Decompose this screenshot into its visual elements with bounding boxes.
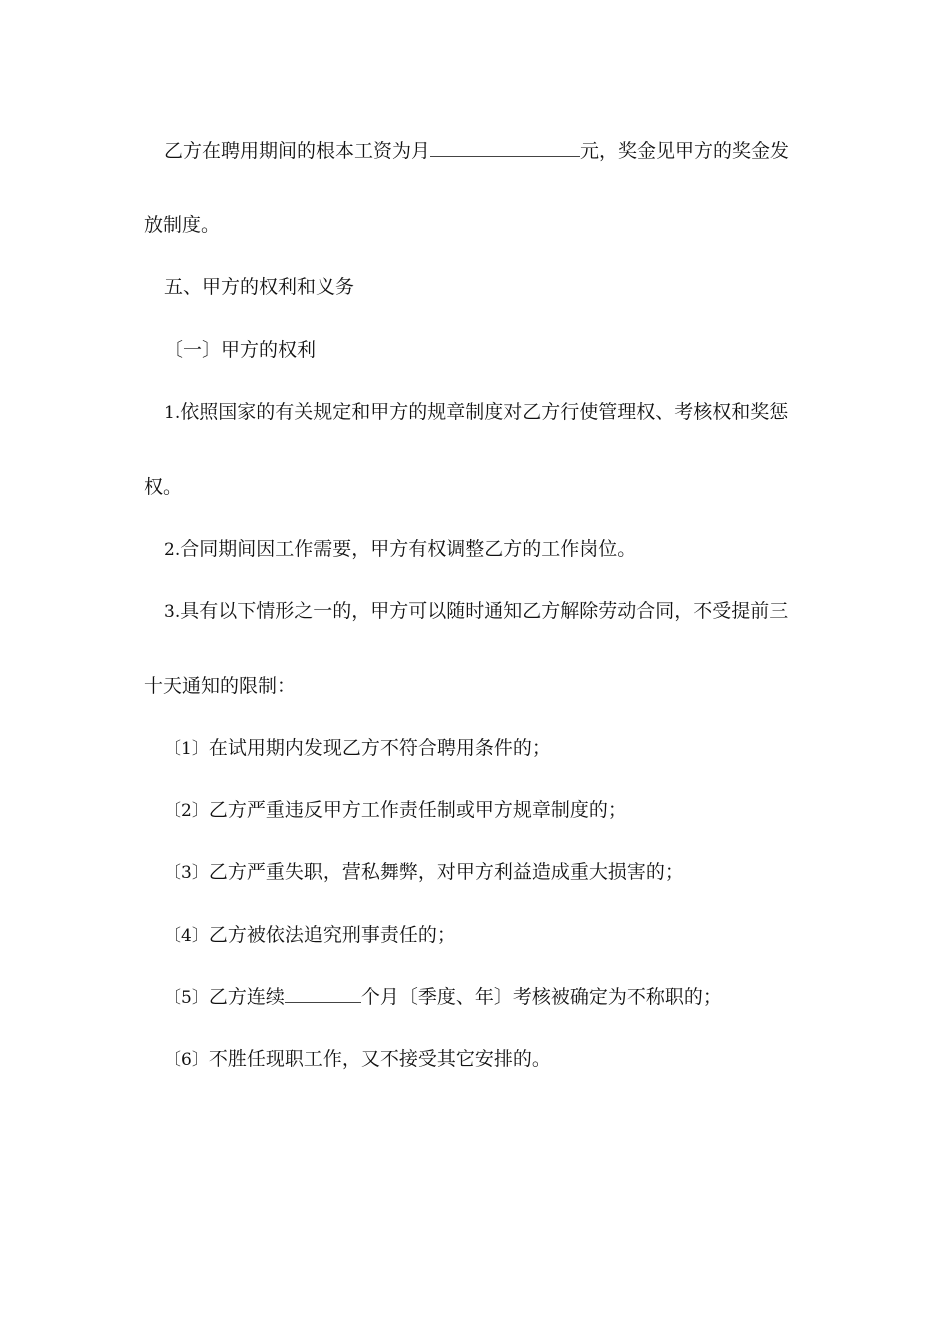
salary-text-before: 乙方在聘用期间的根本工资为月 bbox=[164, 140, 431, 162]
list-item-1-continuation: 权。 bbox=[144, 476, 183, 498]
sub-item-number: 〔2〕 bbox=[164, 801, 209, 821]
sub-item-3 bbox=[144, 859, 824, 886]
list-item-number: 3. bbox=[164, 602, 181, 622]
salary-paragraph-continuation: 放制度。 bbox=[144, 214, 221, 236]
sub-item-2 bbox=[144, 797, 824, 824]
sub-item-text: 乙方被依法追究刑事责任的； bbox=[208, 924, 456, 946]
sub-item-number: 〔1〕 bbox=[164, 739, 209, 759]
list-item-text: 具有以下情形之一的，甲方可以随时通知乙方解除劳动合同，不受提前三 bbox=[180, 600, 789, 622]
sub-item-1 bbox=[144, 735, 824, 762]
list-item-2 bbox=[144, 536, 824, 563]
list-item-number: 2. bbox=[164, 540, 181, 560]
subsection-heading: 〔一〕甲方的权利 bbox=[164, 339, 317, 361]
salary-paragraph bbox=[144, 138, 824, 164]
sub-item-number: 〔3〕 bbox=[164, 863, 209, 883]
list-item-3 bbox=[144, 598, 824, 625]
sub-item-text: 乙方严重失职，营私舞弊，对甲方利益造成重大损害的； bbox=[208, 861, 684, 883]
sub-item-number: 〔5〕 bbox=[164, 988, 209, 1008]
section-heading: 五、甲方的权利和义务 bbox=[164, 276, 355, 298]
list-item-3-continuation: 十天通知的限制： bbox=[144, 675, 297, 697]
sub-item-4 bbox=[144, 922, 824, 949]
sub-item-text-before: 乙方连续 bbox=[208, 986, 285, 1008]
sub-item-text-after: 个月〔季度、年〕考核被确定为不称职的； bbox=[360, 986, 722, 1008]
list-item-text: 依照国家的有关规定和甲方的规章制度对乙方行使管理权、考核权和奖惩 bbox=[180, 401, 789, 423]
sub-item-6 bbox=[144, 1046, 824, 1073]
sub-item-5 bbox=[144, 984, 824, 1011]
sub-item-text: 不胜任现职工作，又不接受其它安排的。 bbox=[208, 1048, 551, 1070]
list-item-1 bbox=[144, 399, 824, 426]
months-blank[interactable] bbox=[285, 984, 361, 1003]
salary-amount-blank[interactable] bbox=[430, 138, 580, 157]
sub-item-text: 在试用期内发现乙方不符合聘用条件的； bbox=[208, 737, 551, 759]
list-item-text: 合同期间因工作需要，甲方有权调整乙方的工作岗位。 bbox=[180, 538, 637, 560]
sub-item-number: 〔6〕 bbox=[164, 1050, 209, 1070]
sub-item-number: 〔4〕 bbox=[164, 926, 209, 946]
salary-text-after: 元，奖金见甲方的奖金发 bbox=[580, 140, 790, 162]
sub-item-text: 乙方严重违反甲方工作责任制或甲方规章制度的； bbox=[208, 799, 627, 821]
list-item-number: 1. bbox=[164, 403, 181, 423]
